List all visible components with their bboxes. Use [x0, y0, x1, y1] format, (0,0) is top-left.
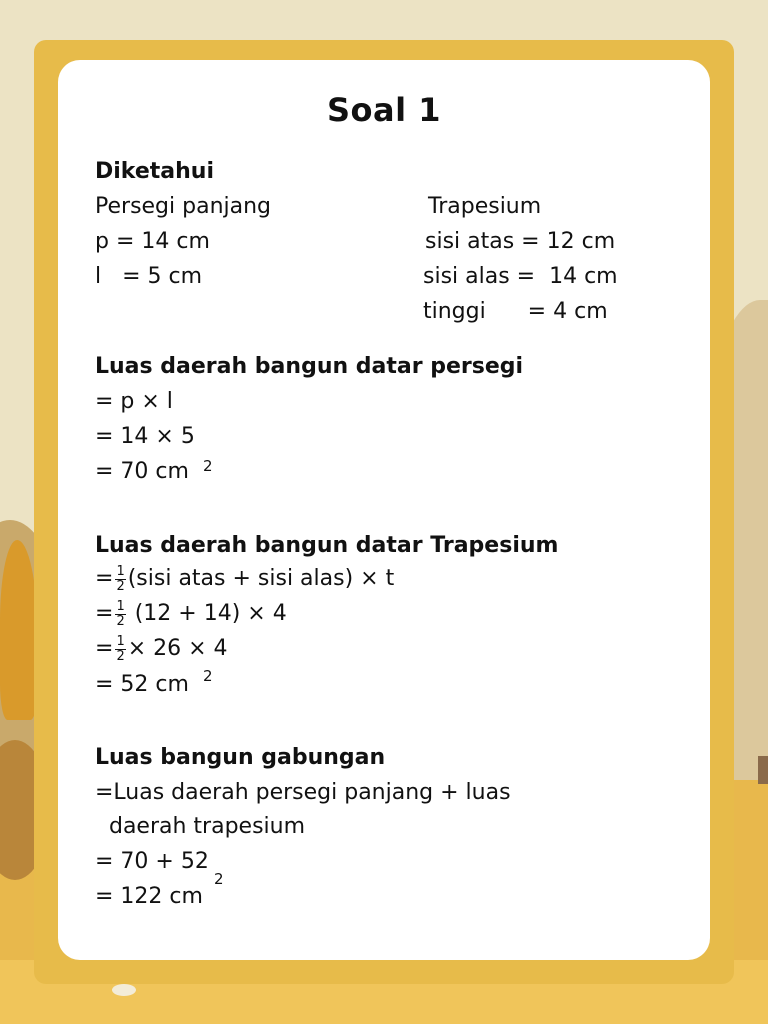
rect-width: l = 5 cm: [95, 264, 203, 289]
rect-area-exponent: 2: [203, 457, 213, 475]
combined-exponent: 2: [214, 870, 224, 888]
combined-heading: Luas bangun gabungan: [95, 745, 386, 770]
trap-area-step-2: = $\frac{1}{2}$ (12 + 14) × 4: [95, 598, 287, 629]
trap-base-side: sisi alas = 14 cm: [423, 264, 618, 289]
trap-area-step-3: = $\frac{1}{2}$ × 26 × 4: [95, 633, 228, 664]
rect-area-heading: Luas daerah bangun datar persegi: [95, 354, 524, 379]
rect-area-step-2: = 14 × 5: [95, 424, 195, 449]
combined-step-2: = 70 + 52: [95, 849, 209, 874]
trap-label: Trapesium: [428, 194, 542, 219]
trap-area-exponent: 2: [203, 667, 213, 685]
combined-step-1a: =Luas daerah persegi panjang + luas: [95, 780, 511, 805]
trap-area-step-1: = $\frac{1}{2}$ (sisi atas + sisi alas) × t: [95, 563, 395, 594]
background-flower: [112, 984, 136, 996]
trap-area-result: = 52 cm: [95, 672, 189, 697]
trap-top-side: sisi atas = 12 cm: [425, 229, 616, 254]
trap-area-heading: Luas daerah bangun datar Trapesium: [95, 533, 559, 558]
fraction-half: $\frac{1}{2}$: [116, 563, 125, 594]
known-heading: Diketahui: [95, 159, 214, 184]
combined-result: = 122 cm: [95, 884, 203, 909]
fraction-half: $\frac{1}{2}$: [116, 598, 125, 629]
combined-step-1b: daerah trapesium: [95, 814, 306, 839]
rect-label: Persegi panjang: [95, 194, 272, 219]
rect-area-step-1: = p × l: [95, 389, 173, 414]
rect-length: p = 14 cm: [95, 229, 210, 254]
background-house: [758, 756, 768, 784]
trap-height: tinggi = 4 cm: [423, 299, 608, 324]
rect-area-result: = 70 cm: [95, 459, 189, 484]
page-title: Soal 1: [327, 91, 441, 129]
fraction-half: $\frac{1}{2}$: [116, 633, 125, 664]
